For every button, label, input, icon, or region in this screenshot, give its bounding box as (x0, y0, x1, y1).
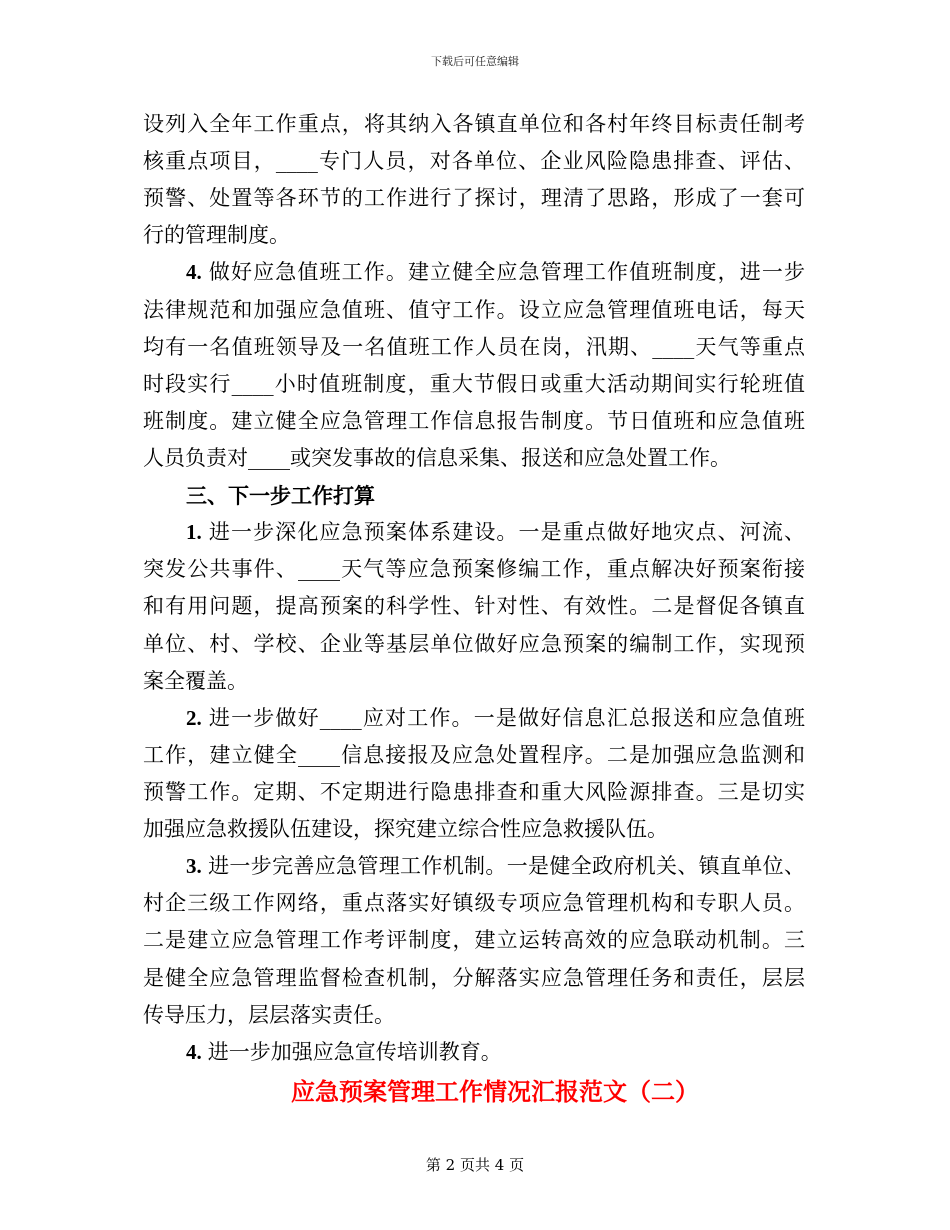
paragraph-line (143, 811, 805, 848)
item-number: 4. (186, 1039, 202, 1064)
paragraph-line (143, 366, 805, 403)
line-text: 村企三级工作网络，重点落实好镇级专项应急管理机构和专职人员。 (143, 891, 805, 916)
paragraph-line (143, 997, 805, 1034)
line-text: 进一步做好____应对工作。一是做好信息汇总报送和应急值班 (207, 705, 805, 730)
line-text: 案全覆盖。 (143, 668, 248, 693)
section-heading: 三、下一步工作打算 (186, 483, 375, 509)
paragraph-line (143, 700, 805, 737)
paragraph-line (143, 180, 805, 217)
line-text: 单位、村、学校、企业等基层单位做好应急预案的编制工作，实现预 (143, 631, 805, 656)
paragraph-line (143, 663, 805, 700)
item-number: 4. (186, 260, 202, 285)
item-number: 1. (186, 520, 202, 545)
line-text: 是健全应急管理监督检查机制，分解落实应急管理任务和责任，层层 (143, 965, 805, 990)
item-number: 2. (186, 705, 202, 730)
line-text: 传导压力，层层落实责任。 (143, 1002, 395, 1027)
document-body (143, 106, 805, 1071)
line-text: 法律规范和加强应急值班、值守工作。设立应急管理值班电话，每天 (143, 297, 805, 322)
line-text: 做好应急值班工作。建立健全应急管理工作值班制度，进一步 (207, 260, 805, 285)
paragraph (143, 700, 805, 848)
paragraph (143, 514, 805, 700)
paragraph-line (143, 848, 805, 885)
paragraph-line (143, 737, 805, 774)
page-header-note: 下载后可任意编辑 (431, 55, 519, 68)
paragraph-line (143, 885, 805, 922)
page-number-footer: 第 2 页共 4 页 (425, 1156, 525, 1174)
paragraph-line (143, 254, 805, 291)
paragraph-line (143, 292, 805, 329)
line-text: 核重点项目，____专门人员，对各单位、企业风险隐患排查、评估、 (143, 149, 805, 174)
paragraph-line (143, 960, 805, 997)
paragraph-line (143, 329, 805, 366)
line-text: 时段实行____小时值班制度，重大节假日或重大活动期间实行轮班值 (143, 371, 805, 396)
line-text: 突发公共事件、____天气等应急预案修编工作，重点解决好预案衔接 (143, 557, 805, 582)
paragraph-line (143, 217, 805, 254)
paragraph (143, 106, 805, 254)
item-number: 3. (186, 854, 202, 879)
paragraph (143, 1034, 805, 1071)
paragraph-line (143, 440, 805, 477)
line-text: 班制度。建立健全应急管理工作信息报告制度。节日值班和应急值班 (143, 408, 805, 433)
line-text: 工作，建立健全____信息接报及应急处置程序。二是加强应急监测和 (143, 742, 805, 767)
line-text: 加强应急救援队伍建设，探究建立综合性应急救援队伍。 (143, 817, 668, 842)
paragraph (143, 848, 805, 1034)
paragraph-line (143, 774, 805, 811)
paragraph-line (143, 514, 805, 551)
paragraph-line (143, 588, 805, 625)
paragraph-line (143, 551, 805, 588)
paragraph-line (143, 922, 805, 959)
paragraph (143, 254, 805, 477)
line-text: 人员负责对____或突发事故的信息采集、报送和应急处置工作。 (143, 445, 731, 470)
document-title: 应急预案管理工作情况汇报范文（二） (291, 1077, 699, 1106)
line-text: 均有一名值班领导及一名值班工作人员在岗，汛期、____天气等重点 (143, 334, 805, 359)
line-text: 进一步加强应急宣传培训教育。 (207, 1039, 502, 1064)
line-text: 预警工作。定期、不定期进行隐患排查和重大风险源排查。三是切实 (143, 779, 805, 804)
paragraph-line (143, 626, 805, 663)
line-text: 设列入全年工作重点，将其纳入各镇直单位和各村年终目标责任制考 (143, 112, 805, 136)
line-text: 进一步深化应急预案体系建设。一是重点做好地灾点、河流、 (207, 520, 805, 545)
line-text: 进一步完善应急管理工作机制。一是健全政府机关、镇直单位、 (207, 854, 805, 879)
line-text: 和有用问题，提高预案的科学性、针对性、有效性。二是督促各镇直 (143, 594, 805, 619)
paragraph-line (143, 143, 805, 180)
line-text: 二是建立应急管理工作考评制度，建立运转高效的应急联动机制。三 (143, 928, 805, 953)
paragraph-line (143, 1034, 805, 1071)
paragraph-line (143, 403, 805, 440)
line-text: 预警、处置等各环节的工作进行了探讨，理清了思路，形成了一套可 (143, 186, 805, 211)
line-text: 行的管理制度。 (143, 223, 290, 248)
paragraph-line (143, 106, 805, 143)
